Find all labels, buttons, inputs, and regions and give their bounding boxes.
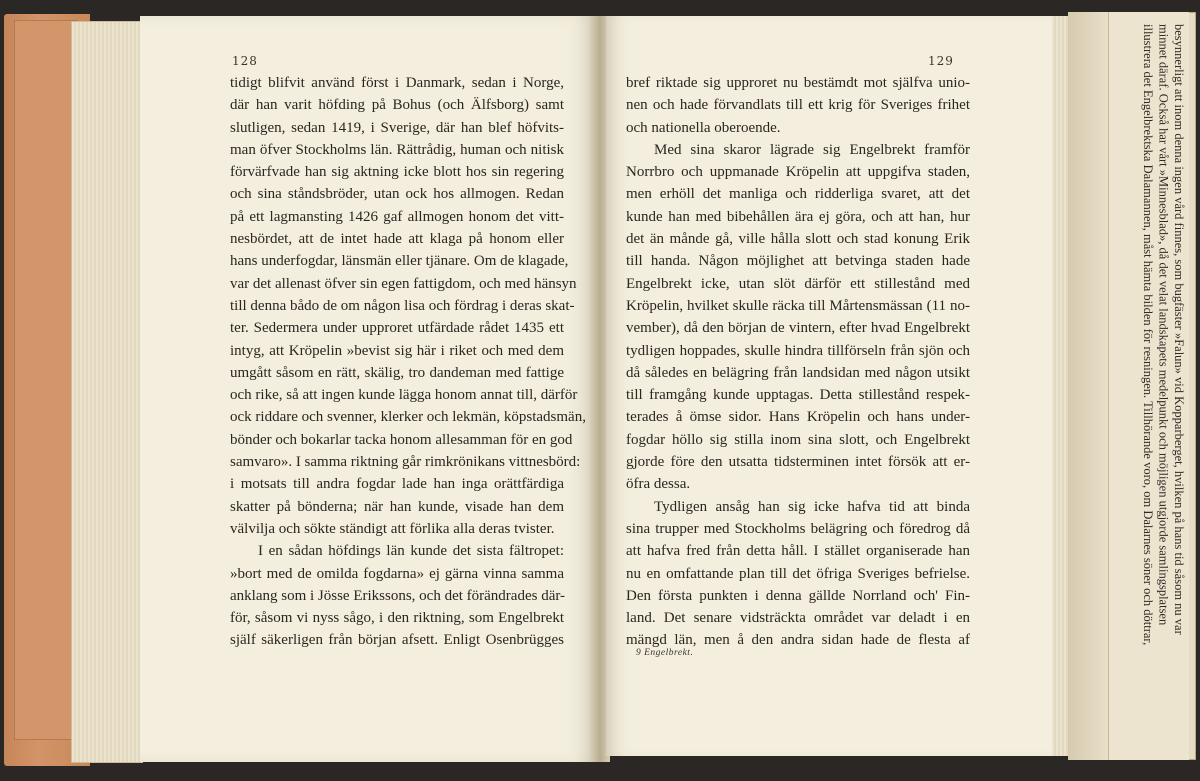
text-line: nesbördet, att de intet hade att klaga på honom eller (230, 231, 564, 248)
text-line: samvaro». I samma riktning går rimkrönikans vittnesbörd: (230, 454, 581, 471)
text-line: välvilja och sökte ständigt att förlika alla deras tvister. (230, 520, 555, 537)
text-line: mängd län, men å den andra sidan hade de flesta af (626, 632, 970, 649)
text-line: i motsats till andra fogdar lade han inga orättfärdiga (230, 476, 564, 493)
text-line: öfra dessa. (626, 476, 691, 493)
text-line: Norrbro och uppmanade Kröpelin att uppgifva staden, (626, 164, 970, 181)
text-line: för, såsom vi nyss sågo, i den riktning, som Engelbrekt (230, 610, 564, 627)
text-line: var det allenast öfver sin egen fattigdom, och med hänsyn (230, 275, 577, 292)
text-line: terades å ömse sidor. Hans Kröpelin och hans under- (626, 409, 970, 426)
text-line: och rike, så att ingen kunde lägga honom annat till, därför (230, 387, 578, 404)
text-line: och sina ståndsbröder, utan ock hos allmogen. Redan (230, 186, 564, 203)
text-line: Engelbrekt icke, utan slöt därför ett stillestånd med (626, 275, 970, 292)
text-line: tidigt blifvit använd först i Danmark, sedan i Norge, (230, 75, 564, 91)
text-line: minnet däraf. Också har vårt »Minnesblad», då det velat landskapets medelpunkt och möjligen utgjorde samlingsplatsen (1156, 24, 1171, 626)
text-line: då således en belägring från landsidan med någon utsikt (626, 364, 970, 381)
text-line: umgått såsom en rätt, skälig, tro dandeman med fattige (230, 364, 564, 381)
text-line: Tydligen ansåg han sig icke hafva tid att binda (654, 498, 970, 515)
text-line: tydligen hoppades, skulle hindra tillförseln från sjön och (626, 342, 970, 359)
text-line: nen och hade förvandlats till ett krig för Sveriges frihet (626, 97, 970, 114)
text-line: vember), då den början de vintern, efter hvad Engelbrekt (626, 320, 970, 337)
text-line: bref riktade sig upproret nu bestämdt mot själfva unio- (626, 75, 970, 91)
text-line: själf säkerligen från början afsett. Enligt Osenbrügges (230, 632, 564, 649)
left-page-stack (72, 22, 142, 762)
text-line: till denna bådo de om någon lisa och fördrag i deras skat- (230, 297, 575, 314)
text-line: slutligen, sedan 1419, i Sverige, där han blef höfvits- (230, 119, 564, 136)
left-page-text (230, 72, 586, 652)
text-line: bönder och bokarlar tacka honom allesamman för en god (230, 431, 573, 448)
text-line: skatter på bönderna; när han kunde, visade han dem (230, 498, 564, 515)
text-line: nu en omfattande plan till det öfriga Sveriges befrielse. (626, 565, 970, 582)
text-line: men erhöll det manliga och ridderliga svaret, att det (626, 186, 970, 203)
text-line: till framgång kunde upptagas. Detta stillestånd respek- (626, 387, 970, 404)
left-cover-inner (14, 20, 78, 740)
text-line: gjorde före den utsatta tidsterminen intet försök att er- (626, 454, 970, 471)
text-line: Den första punkten i denna gällde Norrland och' Fin- (626, 587, 970, 604)
text-line: på ett lagmansting 1426 gaf allmogen honom det vitt- (230, 208, 564, 225)
right-cover-shade (1068, 12, 1108, 760)
text-line: sina trupper med Stockholms belägring och föredrog då (626, 520, 970, 537)
text-line: fogdar höllo sig stilla inom sina slott, och Engelbrekt (626, 431, 970, 448)
text-line: ter. Sedermera under upproret utfärdade rådet 1435 ett (230, 320, 564, 337)
text-line: »bort med de omilda fogdarna» ej gärna vinna samma (230, 565, 564, 582)
text-line: det än månde gå, ville hålla slott och stad konung Erik (626, 231, 970, 248)
text-line: ock riddare och svenner, klerker och lekmän, köpstadsmän, (230, 409, 586, 426)
text-line: kunde han med bibehållen ära ej göra, och att han, hur (626, 208, 970, 225)
right-page-number: 129 (928, 54, 954, 68)
text-line: att hafva fred från detta håll. I stället organiserade han (626, 543, 970, 560)
text-line: hans underfogdar, länsmän eller tjänare. Om de klagade, (230, 253, 569, 270)
text-line: I en sådan höfdings län kunde det sista fältropet: (258, 543, 564, 560)
text-line: intyg, att Kröpelin »bevist sig här i riket och med dem (230, 342, 564, 359)
text-line: Med sina skaror lägrade sig Engelbrekt framför (654, 141, 970, 158)
text-line: man öfver Stockholms län. Rättrådig, human och nitisk (230, 141, 564, 158)
text-line: och nationella oberoende. (626, 119, 781, 136)
text-line: förvärfvade han sig aktning icke blott hos sin regering (230, 164, 564, 181)
footnote-signature: 9 Engelbrekt. (636, 648, 694, 658)
text-line: anklang som i Jösse Erikssons, och det förändrades där- (230, 587, 566, 604)
text-line: illustrera det Engelbrektska Dalamannen, måst hämta bilden för resningen. Tillhörande voro, om Dalarnes söner och döttrar, (1141, 24, 1155, 646)
text-line: land. Det senare vidsträckta området var deladt i en (626, 610, 970, 627)
left-page-number: 128 (232, 54, 258, 68)
text-line: besynnerligt att inom denna ingen vård finnes, som bugfäster »Falun» vid Kopparberget, hvilken på hans tid såsom nu var (1172, 24, 1186, 635)
text-line: Kröpelin, hvilket skulle räcka till Mårtensmässan (11 no- (626, 297, 970, 314)
text-line: till handa. Någon möjlighet att betvinga staden hade (626, 253, 970, 270)
right-page-text (626, 72, 970, 652)
side-sheet-text (1116, 24, 1186, 724)
text-line: där han varit höfding på Bohus (och Älfsborg) samt (230, 97, 564, 114)
